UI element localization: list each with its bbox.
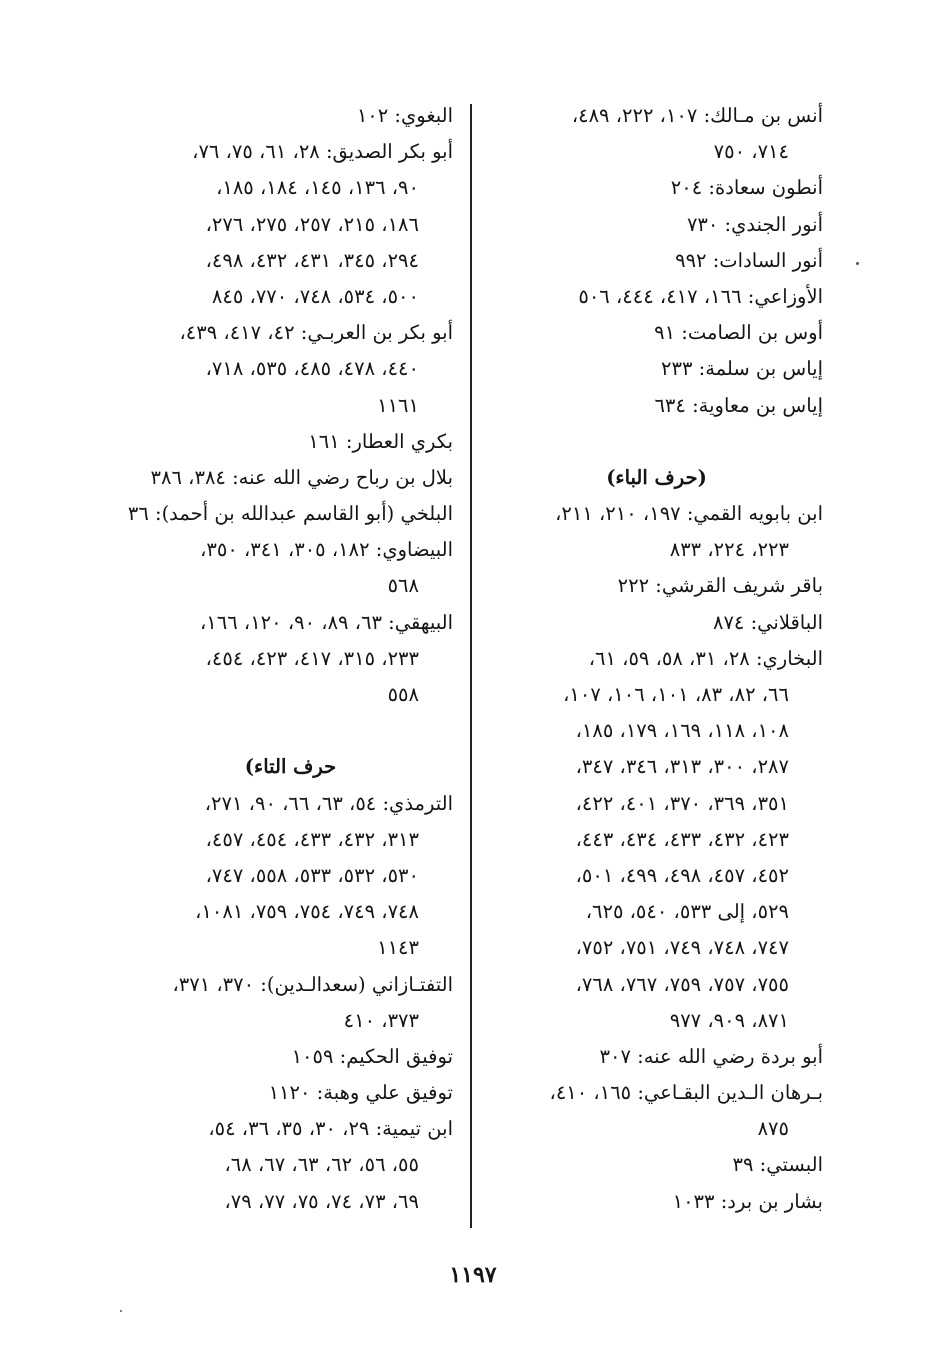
index-continuation-line: ٤٥٢، ٤٥٧، ٤٩٨، ٤٩٩، ٥٠١، — [575, 863, 789, 887]
column-divider — [470, 104, 472, 1228]
index-entry: البلخي (أبو القاسم عبدالله بن أحمد): ٣٦ — [128, 502, 453, 526]
index-continuation-line: ١٨٦، ٢١٥، ٢٥٧، ٢٧٥، ٢٧٦، — [205, 212, 419, 236]
blank-line — [490, 424, 823, 460]
index-continuation-line: ٩٠، ١٣٦، ١٤٥، ١٨٤، ١٨٥، — [216, 176, 419, 200]
index-continuation-line: ٢٣٣، ٣١٥، ٤١٧، ٤٢٣، ٤٥٤، — [205, 646, 419, 670]
index-continuation-line: ٣١٣، ٤٣٢، ٤٣٣، ٤٥٤، ٤٥٧، — [205, 827, 419, 851]
right-index-column — [490, 98, 823, 1220]
index-entry: البستي: ٣٩ — [732, 1153, 823, 1177]
index-continuation-line: ٣٧٣، ٤١٠ — [343, 1008, 419, 1032]
index-continuation-line: ٤٢٣، ٤٣٢، ٤٣٣، ٤٣٤، ٤٤٣، — [575, 827, 789, 851]
index-entry: توفيق علي وهبة: ١١٢٠ — [268, 1081, 453, 1105]
index-entry: أنور السادات: ٩٩٢ — [675, 248, 823, 272]
index-entry: البغوي: ١٠٢ — [356, 104, 453, 127]
index-entry: بـرهان الـدين البقـاعي: ١٦٥، ٤١٠، — [549, 1081, 823, 1105]
index-continuation-line: ٥٦٨ — [387, 574, 419, 598]
index-entry: توفيق الحكيم: ١٠٥٩ — [291, 1044, 453, 1068]
section-heading: حرف التاء) — [244, 755, 337, 779]
index-continuation-line: ٥٠٠، ٥٣٤، ٧٤٨، ٧٧٠، ٨٤٥ — [211, 284, 419, 308]
index-continuation-line: ٥٣٠، ٥٣٢، ٥٣٣، ٥٥٨، ٧٤٧، — [205, 863, 419, 887]
index-entry: أبو بكر الصديق: ٢٨، ٦١، ٧٥، ٧٦، — [192, 140, 453, 164]
index-entry: التفتـازاني (سعدالـدين): ٣٧٠، ٣٧١، — [172, 972, 453, 996]
index-continuation-line: ٧٥٥، ٧٥٧، ٧٥٩، ٧٦٧، ٧٦٨، — [575, 972, 789, 996]
index-entry: أنور الجندي: ٧٣٠ — [686, 212, 823, 236]
index-entry: أنطون سعادة: ٢٠٤ — [670, 176, 823, 200]
index-entry: أوس بن الصامت: ٩١ — [654, 321, 823, 345]
index-entry: إياس بن سلمة: ٢٣٣ — [661, 357, 823, 381]
index-entry: أنس بن مـالك: ١٠٧، ٢٢٢، ٤٨٩، — [571, 104, 823, 127]
index-entry: الترمذي: ٥٤، ٦٣، ٦٦، ٩٠، ٢٧١، — [204, 791, 453, 815]
index-entry: البيهقي: ٦٣، ٨٩، ٩٠، ١٢٠، ١٦٦، — [199, 610, 453, 634]
index-entry: البخاري: ٢٨، ٣١، ٥٨، ٥٩، ٦١، — [588, 646, 823, 670]
index-entry: البيضاوي: ١٨٢، ٣٠٥، ٣٤١، ٣٥٠، — [200, 538, 453, 562]
index-continuation-line: ٨٧٥ — [757, 1117, 789, 1141]
index-entry: إياس بن معاوية: ٦٣٤ — [654, 393, 823, 417]
index-continuation-line: ٦٩، ٧٣، ٧٤، ٧٥، ٧٧، ٧٩، — [224, 1189, 419, 1213]
index-entry: بشار بن برد: ١٠٣٣ — [672, 1189, 823, 1213]
index-entry: بلال بن رباح رضي الله عنه: ٣٨٤، ٣٨٦ — [150, 465, 453, 489]
index-continuation-line: ٦٦، ٨٢، ٨٣، ١٠١، ١٠٦، ١٠٧، — [563, 683, 789, 706]
index-entry: بكري العطار: ١٦١ — [308, 429, 453, 453]
index-continuation-line: ١١٤٣ — [377, 936, 419, 960]
index-continuation-line: ٧٤٨، ٧٤٩، ٧٥٤، ٧٥٩، ١٠٨١، — [195, 900, 419, 924]
index-continuation-line: ١٠٨، ١١٨، ١٦٩، ١٧٩، ١٨٥، — [575, 719, 789, 743]
index-continuation-line: ٤٤٠، ٤٧٨، ٤٨٥، ٥٣٥، ٧١٨، — [205, 357, 419, 381]
page-number: ١١٩٧ — [449, 1262, 497, 1288]
section-heading: (حرف الباء) — [606, 465, 707, 489]
index-continuation-line: ٨٧١، ٩٠٩، ٩٧٧ — [669, 1008, 789, 1032]
blank-line — [128, 713, 453, 749]
scan-speck — [856, 262, 859, 265]
index-continuation-line: ٢٩٤، ٣٤٥، ٤٣١، ٤٣٢، ٤٩٨، — [205, 248, 419, 272]
index-continuation-line: ١١٦١ — [377, 393, 419, 417]
index-entry: الباقلاني: ٨٧٤ — [712, 610, 823, 634]
index-continuation-line: ٣٥١، ٣٦٩، ٣٧٠، ٤٠١، ٤٢٢، — [575, 791, 789, 815]
index-continuation-line: ٢٨٧، ٣٠٠، ٣١٣، ٣٤٦، ٣٤٧، — [575, 755, 789, 779]
index-entry: أبو بكر بن العربـي: ٤٢، ٤١٧، ٤٣٩، — [179, 321, 453, 345]
left-index-column — [128, 98, 453, 1220]
index-continuation-line: ٥٥٨ — [387, 683, 419, 706]
index-entry: باقر شريف القرشي: ٢٢٢ — [617, 574, 823, 598]
index-continuation-line: ٥٥، ٥٦، ٦٢، ٦٣، ٦٧، ٦٨، — [224, 1153, 419, 1177]
index-continuation-line: ٢٢٣، ٢٢٤، ٨٣٣ — [669, 538, 789, 562]
index-continuation-line: ٧١٤، ٧٥٠ — [713, 140, 789, 164]
index-entry: الأوزاعي: ١٦٦، ٤١٧، ٤٤٤، ٥٠٦ — [578, 284, 823, 308]
index-continuation-line: ٥٢٩، إلى ٥٣٣، ٥٤٠، ٦٢٥، — [585, 900, 789, 924]
index-entry: ابن بابويه القمي: ١٩٧، ٢١٠، ٢١١، — [555, 502, 823, 526]
index-entry: أبو بردة رضي الله عنه: ٣٠٧ — [599, 1044, 823, 1068]
index-continuation-line: ٧٤٧، ٧٤٨، ٧٤٩، ٧٥١، ٧٥٢، — [575, 936, 789, 960]
scan-speck — [120, 1310, 122, 1312]
index-entry: ابن تيمية: ٢٩، ٣٠، ٣٥، ٣٦، ٥٤، — [208, 1117, 453, 1141]
